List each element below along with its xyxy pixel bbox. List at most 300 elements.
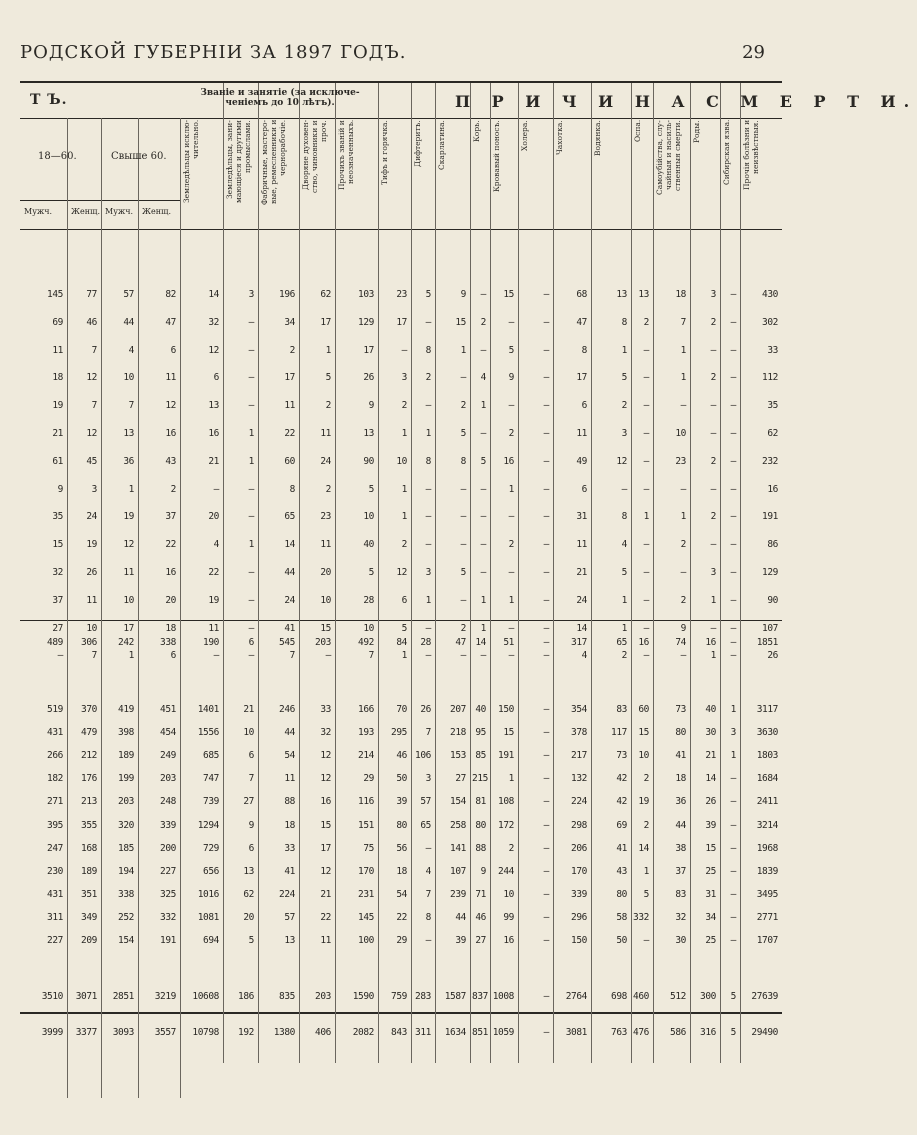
table-cell: 2 xyxy=(680,539,686,551)
table-cell: 224 xyxy=(571,796,587,808)
table-cell: 12 xyxy=(165,400,176,412)
total-cell: 1008 xyxy=(492,991,514,1002)
table-cell: 246 xyxy=(279,704,295,715)
table-cell: — xyxy=(730,865,736,877)
table-cell: 41 xyxy=(616,842,627,854)
table-cell: 8 xyxy=(425,455,431,467)
header-group-prichina: П Р И Ч И Н А С М Е Р Т И. xyxy=(455,92,917,111)
table-cell: 747 xyxy=(203,773,219,785)
table-cell: 62 xyxy=(243,888,254,900)
table-cell: 7 xyxy=(289,650,295,662)
table-cell: — xyxy=(730,400,736,412)
table-cell: — xyxy=(480,650,486,662)
table-cell: — xyxy=(425,511,431,523)
table-cell: 302 xyxy=(762,316,778,328)
table-cell: — xyxy=(643,594,649,606)
table-cell: 239 xyxy=(450,888,466,900)
table-cell: 12 xyxy=(123,539,134,551)
table-cell: 153 xyxy=(450,750,466,762)
table-cell: 3495 xyxy=(756,888,778,900)
lower-total-rule xyxy=(20,1012,782,1014)
table-cell: 271 xyxy=(47,796,63,808)
table-cell: — xyxy=(508,316,514,328)
total-cell: 1587 xyxy=(444,991,466,1002)
table-cell: 1 xyxy=(480,400,486,412)
table-cell: 12 xyxy=(396,567,407,578)
table-cell: 7 xyxy=(368,650,374,662)
table-cell: 141 xyxy=(450,842,466,854)
table-cell: 3 xyxy=(91,483,97,495)
table-cell: — xyxy=(543,455,549,467)
table-cell: 10 xyxy=(503,888,514,900)
table-cell: 430 xyxy=(762,289,778,300)
table-cell: 13 xyxy=(123,428,134,439)
table-cell: 2 xyxy=(710,372,716,384)
table-cell: — xyxy=(248,483,254,495)
table-cell: 45 xyxy=(86,455,97,467)
table-cell: — xyxy=(508,622,514,634)
table-cell: — xyxy=(730,344,736,356)
table-cell: 451 xyxy=(160,704,176,715)
table-cell: 9 xyxy=(680,622,686,634)
table-cell: 8 xyxy=(581,344,587,356)
table-cell: — xyxy=(643,567,649,578)
table-cell: 7 xyxy=(128,400,134,412)
table-cell: 454 xyxy=(160,727,176,739)
table-cell: 26 xyxy=(705,796,716,808)
table-cell: — xyxy=(543,819,549,831)
table-cell: — xyxy=(730,650,736,662)
table-cell: 398 xyxy=(118,727,134,739)
table-cell: 38 xyxy=(675,842,686,854)
table-cell: 83 xyxy=(675,888,686,900)
total-cell: 203 xyxy=(315,991,331,1002)
table-cell: 13 xyxy=(638,289,649,300)
table-cell: 154 xyxy=(118,935,134,946)
table-cell: — xyxy=(680,567,686,578)
table-cell: 3 xyxy=(730,727,736,739)
table-cell: 103 xyxy=(358,289,374,300)
table-cell: 15 xyxy=(320,819,331,831)
table-cell: 1556 xyxy=(197,727,219,739)
table-cell: 4 xyxy=(425,865,431,877)
table-cell: 73 xyxy=(616,750,627,762)
table-cell: — xyxy=(543,316,549,328)
table-cell: 70 xyxy=(396,704,407,715)
table-cell: 2 xyxy=(401,539,407,551)
table-cell: 27 xyxy=(52,622,63,634)
table-cell: 244 xyxy=(498,865,514,877)
table-cell: 29 xyxy=(396,935,407,946)
table-cell: 21 xyxy=(705,750,716,762)
table-cell: 3 xyxy=(401,372,407,384)
table-cell: 431 xyxy=(47,727,63,739)
table-cell: — xyxy=(480,344,486,356)
table-cell: 40 xyxy=(475,704,486,715)
table-cell: 20 xyxy=(208,511,219,523)
table-cell: 22 xyxy=(320,911,331,923)
table-cell: 62 xyxy=(767,428,778,439)
table-cell: 1 xyxy=(480,594,486,606)
table-cell: — xyxy=(57,650,63,662)
table-cell: — xyxy=(643,483,649,495)
total-cell: 1851 xyxy=(756,637,778,648)
table-cell: 4 xyxy=(213,539,219,551)
table-cell: 11 xyxy=(284,773,295,785)
table-cell: — xyxy=(248,316,254,328)
table-cell: 32 xyxy=(208,316,219,328)
total-cell: 51 xyxy=(503,637,514,648)
table-cell: 19 xyxy=(123,511,134,523)
table-cell: 5 xyxy=(325,372,331,384)
table-cell: 1 xyxy=(680,372,686,384)
table-cell: 8 xyxy=(621,511,627,523)
table-cell: — xyxy=(730,567,736,578)
header-column-label: Кровавый поносъ. xyxy=(492,120,501,192)
table-cell: 231 xyxy=(358,888,374,900)
total-cell: 283 xyxy=(415,991,431,1002)
table-cell: 60 xyxy=(638,704,649,715)
table-cell: 1 xyxy=(401,511,407,523)
header-age-18-60: 18—60. xyxy=(38,151,77,162)
table-cell: — xyxy=(425,483,431,495)
header-column-label: Скарлатина. xyxy=(437,120,446,170)
table-cell: 2 xyxy=(710,455,716,467)
total-cell: 10608 xyxy=(192,991,219,1002)
table-cell: 7 xyxy=(248,773,254,785)
header-column-label: Чахотка. xyxy=(555,120,564,155)
table-cell: 203 xyxy=(160,773,176,785)
table-cell: 1 xyxy=(730,750,736,762)
table-cell: 1 xyxy=(508,483,514,495)
table-cell: 10 xyxy=(363,622,374,634)
table-cell: 370 xyxy=(81,704,97,715)
table-cell: — xyxy=(643,455,649,467)
table-cell: 77 xyxy=(86,289,97,300)
table-cell: 298 xyxy=(571,819,587,831)
table-cell: 47 xyxy=(576,316,587,328)
table-cell: — xyxy=(543,935,549,946)
table-cell: 17 xyxy=(284,372,295,384)
page-number: 29 xyxy=(742,42,765,63)
table-cell: — xyxy=(643,935,649,946)
table-cell: 117 xyxy=(611,727,627,739)
table-cell: 100 xyxy=(358,935,374,946)
table-cell: 5 xyxy=(401,622,407,634)
grand-total-cell: 2082 xyxy=(352,1027,374,1038)
total-cell: 317 xyxy=(571,637,587,648)
table-cell: — xyxy=(730,511,736,523)
table-cell: 249 xyxy=(160,750,176,762)
table-cell: 42 xyxy=(616,773,627,785)
column-divider xyxy=(335,83,336,1063)
table-cell: 339 xyxy=(571,888,587,900)
table-cell: 355 xyxy=(81,819,97,831)
table-cell: 227 xyxy=(47,935,63,946)
table-cell: 71 xyxy=(475,888,486,900)
table-cell: 296 xyxy=(571,911,587,923)
table-cell: 15 xyxy=(638,727,649,739)
table-cell: 19 xyxy=(52,400,63,412)
table-cell: — xyxy=(325,650,331,662)
table-cell: 10 xyxy=(363,511,374,523)
table-cell: 1 xyxy=(248,455,254,467)
table-cell: — xyxy=(543,483,549,495)
table-cell: 15 xyxy=(455,316,466,328)
table-cell: — xyxy=(425,622,431,634)
table-cell: 311 xyxy=(47,911,63,923)
table-cell: 9 xyxy=(248,819,254,831)
table-cell: 9 xyxy=(368,400,374,412)
table-cell: 2 xyxy=(325,483,331,495)
table-cell: 14 xyxy=(284,539,295,551)
table-cell: 2 xyxy=(325,400,331,412)
header-sex-label: Женщ. xyxy=(71,207,101,216)
table-cell: 10 xyxy=(320,594,331,606)
table-cell: 19 xyxy=(86,539,97,551)
table-cell: 339 xyxy=(160,819,176,831)
header-column-label: Оспа. xyxy=(633,120,642,143)
table-cell: 252 xyxy=(118,911,134,923)
table-cell: 2 xyxy=(508,428,514,439)
table-cell: 39 xyxy=(455,935,466,946)
table-cell: 1 xyxy=(325,344,331,356)
table-cell: 150 xyxy=(498,704,514,715)
column-divider xyxy=(435,83,436,1063)
table-cell: — xyxy=(730,911,736,923)
table-cell: 44 xyxy=(284,727,295,739)
table-cell: 215 xyxy=(472,773,488,785)
table-cell: 1707 xyxy=(756,935,778,946)
table-cell: 46 xyxy=(475,911,486,923)
table-cell: 154 xyxy=(450,796,466,808)
table-cell: 36 xyxy=(675,796,686,808)
table-cell: 22 xyxy=(284,428,295,439)
table-cell: 232 xyxy=(762,455,778,467)
total-cell: 190 xyxy=(203,637,219,648)
column-divider xyxy=(180,118,181,1098)
table-cell: 24 xyxy=(320,455,331,467)
table-cell: 431 xyxy=(47,888,63,900)
table-cell: 2 xyxy=(508,842,514,854)
header-column-label: Тифъ и горячка. xyxy=(380,120,389,185)
table-cell: 338 xyxy=(118,888,134,900)
table-cell: 20 xyxy=(243,911,254,923)
table-cell: 17 xyxy=(396,316,407,328)
table-cell: 33 xyxy=(320,704,331,715)
table-cell: 43 xyxy=(165,455,176,467)
table-cell: 20 xyxy=(320,567,331,578)
table-cell: — xyxy=(543,539,549,551)
column-divider xyxy=(299,83,300,1063)
table-cell: 57 xyxy=(284,911,295,923)
table-cell: 189 xyxy=(118,750,134,762)
table-cell: 5 xyxy=(368,567,374,578)
header-column-label: Земледѣльцы, зани- мающіеся и другими промыслами. xyxy=(225,120,252,203)
table-cell: 3 xyxy=(710,289,716,300)
table-cell: 218 xyxy=(450,727,466,739)
table-cell: 1 xyxy=(730,704,736,715)
table-cell: — xyxy=(460,372,466,384)
table-cell: 33 xyxy=(284,842,295,854)
table-cell: — xyxy=(730,483,736,495)
table-cell: 6 xyxy=(213,372,219,384)
table-cell: 2 xyxy=(289,344,295,356)
table-cell: 25 xyxy=(705,935,716,946)
table-cell: 1 xyxy=(425,594,431,606)
table-cell: 2771 xyxy=(756,911,778,923)
table-cell: 170 xyxy=(358,865,374,877)
table-cell: — xyxy=(543,428,549,439)
table-cell: — xyxy=(508,650,514,662)
total-cell: 2851 xyxy=(112,991,134,1002)
column-divider xyxy=(631,83,632,1063)
table-cell: — xyxy=(543,567,549,578)
table-cell: — xyxy=(543,372,549,384)
table-cell: 62 xyxy=(320,289,331,300)
table-cell: 1 xyxy=(460,344,466,356)
table-cell: 26 xyxy=(420,704,431,715)
table-cell: 5 xyxy=(508,344,514,356)
total-cell: 698 xyxy=(611,991,627,1002)
table-cell: 19 xyxy=(638,796,649,808)
table-cell: 68 xyxy=(576,289,587,300)
table-cell: 73 xyxy=(675,704,686,715)
table-cell: 6 xyxy=(581,483,587,495)
table-cell: 1 xyxy=(401,650,407,662)
table-cell: 9 xyxy=(508,372,514,384)
table-cell: — xyxy=(425,935,431,946)
table-cell: 694 xyxy=(203,935,219,946)
table-cell: 5 xyxy=(621,567,627,578)
table-cell: 479 xyxy=(81,727,97,739)
table-cell: 41 xyxy=(284,865,295,877)
total-cell: 74 xyxy=(675,637,686,648)
column-divider xyxy=(101,118,102,1098)
table-cell: 5 xyxy=(621,372,627,384)
table-cell: — xyxy=(543,704,549,715)
table-cell: 11 xyxy=(320,428,331,439)
total-cell: 545 xyxy=(279,637,295,648)
table-cell: 2411 xyxy=(756,796,778,808)
total-cell: 306 xyxy=(81,637,97,648)
table-cell: 2 xyxy=(170,483,176,495)
table-cell: — xyxy=(213,650,219,662)
table-cell: 1 xyxy=(643,865,649,877)
table-cell: — xyxy=(425,650,431,662)
table-cell: 16 xyxy=(165,567,176,578)
column-divider xyxy=(591,83,592,1063)
table-cell: 6 xyxy=(401,594,407,606)
table-cell: 26 xyxy=(767,650,778,662)
table-cell: 1684 xyxy=(756,773,778,785)
table-cell: 29 xyxy=(363,773,374,785)
table-cell: — xyxy=(248,594,254,606)
grand-total-cell: 3557 xyxy=(154,1027,176,1038)
table-cell: 685 xyxy=(203,750,219,762)
table-cell: 11 xyxy=(284,400,295,412)
table-cell: 5 xyxy=(460,567,466,578)
table-cell: 3 xyxy=(710,567,716,578)
table-cell: 14 xyxy=(705,773,716,785)
table-cell: 11 xyxy=(123,567,134,578)
table-cell: 1 xyxy=(425,428,431,439)
table-cell: — xyxy=(710,622,716,634)
table-cell: 44 xyxy=(675,819,686,831)
total-cell: 835 xyxy=(279,991,295,1002)
table-cell: 10 xyxy=(638,750,649,762)
table-cell: 2 xyxy=(460,400,466,412)
table-cell: 151 xyxy=(358,819,374,831)
table-cell: 258 xyxy=(450,819,466,831)
table-cell: 354 xyxy=(571,704,587,715)
table-cell: 1 xyxy=(248,428,254,439)
table-cell: 3 xyxy=(621,428,627,439)
table-cell: 200 xyxy=(160,842,176,854)
table-cell: 69 xyxy=(52,316,63,328)
header-column-label: Прочихъ званій и неозначенныхъ. xyxy=(337,120,355,190)
table-cell: 185 xyxy=(118,842,134,854)
table-cell: — xyxy=(248,511,254,523)
table-cell: — xyxy=(543,842,549,854)
table-cell: 39 xyxy=(396,796,407,808)
table-cell: 1803 xyxy=(756,750,778,762)
table-cell: 5 xyxy=(480,455,486,467)
table-cell: 11 xyxy=(208,622,219,634)
table-cell: 27 xyxy=(243,796,254,808)
table-cell: 80 xyxy=(675,727,686,739)
table-cell: 129 xyxy=(358,316,374,328)
table-cell: 2 xyxy=(480,316,486,328)
table-cell: 17 xyxy=(320,316,331,328)
table-cell: — xyxy=(425,400,431,412)
column-divider xyxy=(67,118,68,1098)
table-cell: 4 xyxy=(581,650,587,662)
total-cell: 338 xyxy=(160,637,176,648)
column-divider xyxy=(518,83,519,1063)
table-cell: 57 xyxy=(420,796,431,808)
table-cell: 32 xyxy=(675,911,686,923)
table-cell: 90 xyxy=(363,455,374,467)
banner-rule xyxy=(20,118,782,119)
table-cell: — xyxy=(730,842,736,854)
table-cell: 5 xyxy=(248,935,254,946)
table-cell: 214 xyxy=(358,750,374,762)
header-column-label: Роды. xyxy=(692,120,701,143)
table-cell: 3214 xyxy=(756,819,778,831)
table-cell: 1 xyxy=(621,344,627,356)
table-cell: 12 xyxy=(86,428,97,439)
table-cell: 13 xyxy=(243,865,254,877)
table-cell: 170 xyxy=(571,865,587,877)
table-cell: — xyxy=(460,650,466,662)
table-cell: 739 xyxy=(203,796,219,808)
total-cell: 512 xyxy=(670,991,686,1002)
table-cell: 22 xyxy=(165,539,176,551)
grand-total-cell: — xyxy=(543,1027,549,1038)
table-cell: 37 xyxy=(675,865,686,877)
table-cell: 2 xyxy=(401,400,407,412)
table-cell: — xyxy=(425,539,431,551)
grand-total-cell: 763 xyxy=(611,1027,627,1038)
header-age-over-60: Свыше 60. xyxy=(111,151,167,162)
table-cell: — xyxy=(248,567,254,578)
table-cell: 30 xyxy=(675,935,686,946)
total-cell: 460 xyxy=(633,991,649,1002)
table-cell: 194 xyxy=(118,865,134,877)
total-cell: 84 xyxy=(396,637,407,648)
table-cell: 395 xyxy=(47,819,63,831)
